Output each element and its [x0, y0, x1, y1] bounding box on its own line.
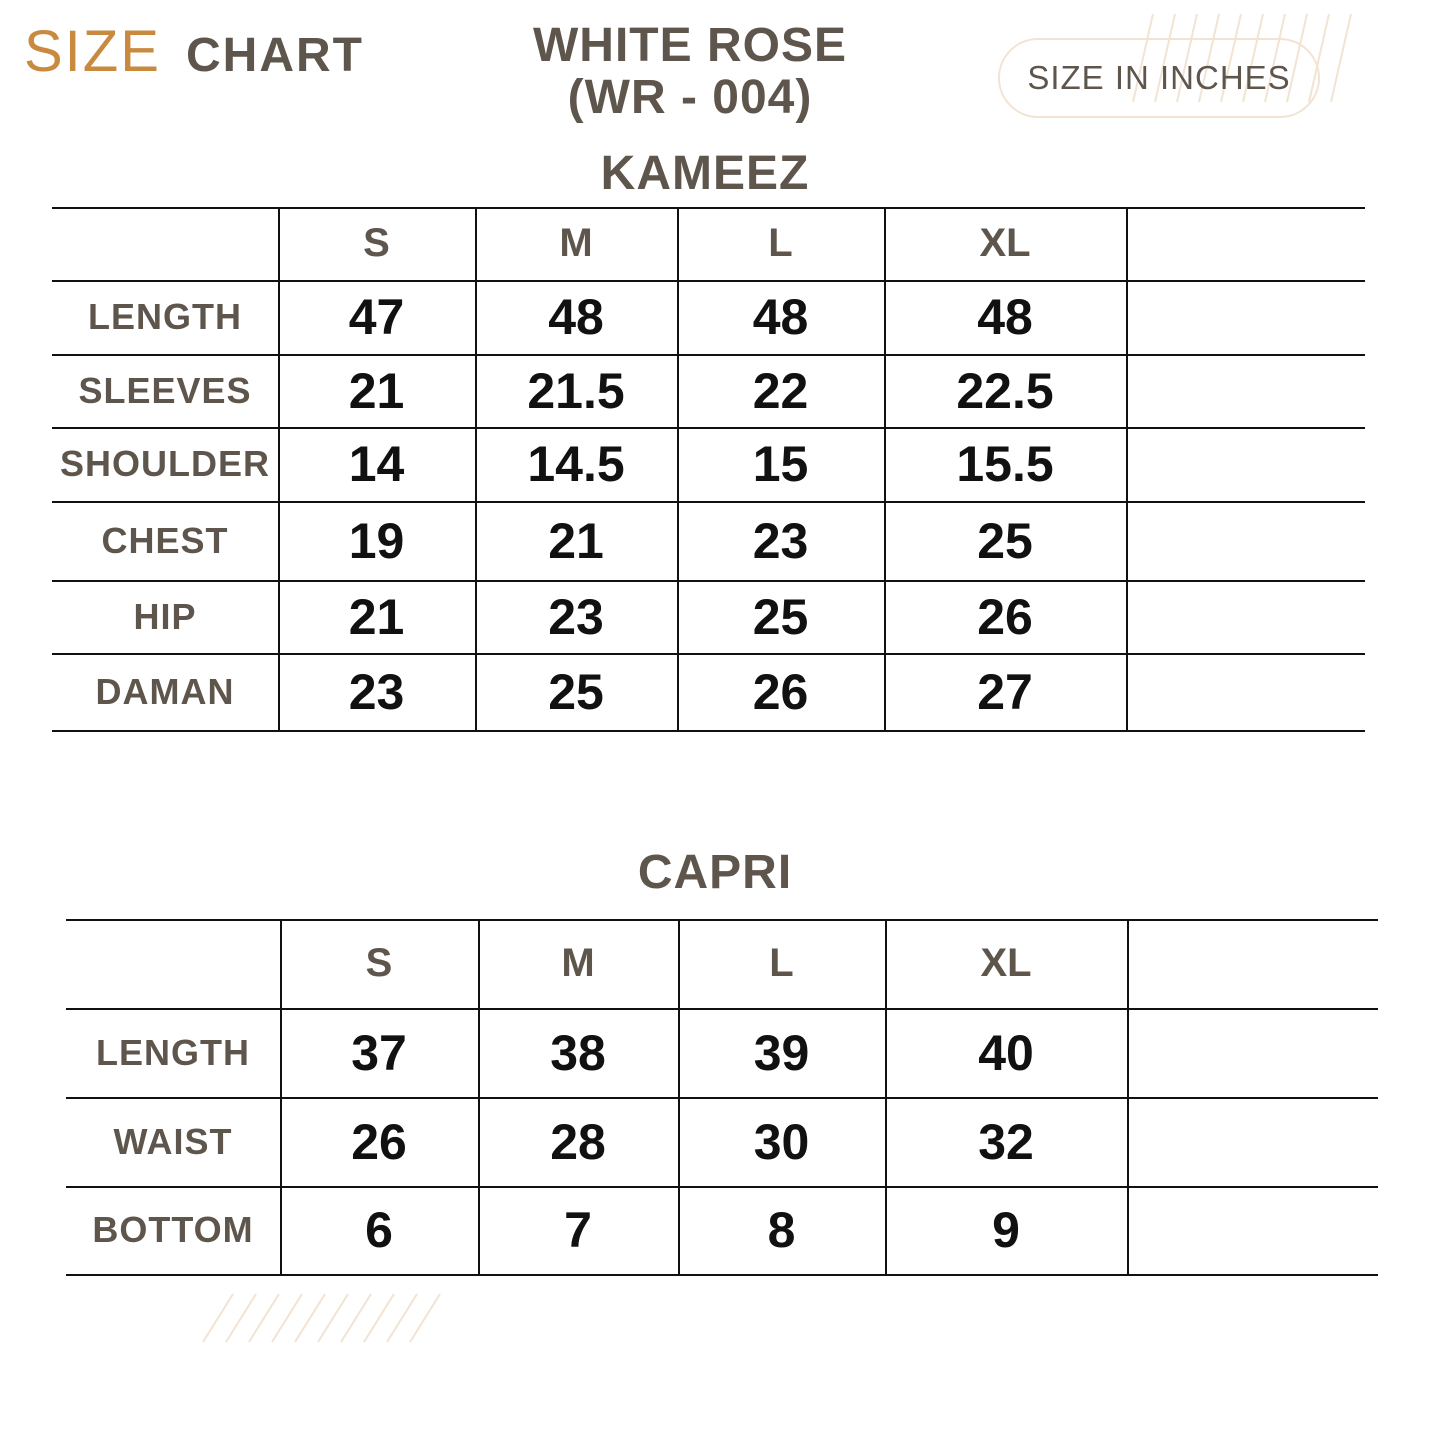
capri-title: CAPRI: [637, 846, 793, 899]
measurement-cell: 14.5: [527, 436, 625, 492]
row-label-bottom: BOTTOM: [92, 1209, 254, 1250]
measurement-cell: 22: [752, 362, 809, 419]
size-header-m: M: [561, 941, 595, 985]
measurement-cell: 25: [977, 512, 1033, 569]
measurement-cell: 30: [753, 1113, 810, 1170]
hatch-stroke: [364, 1294, 394, 1342]
row-label-length: LENGTH: [96, 1031, 250, 1073]
measurement-cell: 19: [348, 512, 405, 569]
size-header-s: S: [363, 221, 390, 265]
measurement-cell: 15: [752, 436, 809, 492]
table-rule: [52, 730, 1365, 732]
measurement-cell: 25: [548, 663, 604, 720]
hatch-stroke: [318, 1294, 348, 1342]
measurement-cell: 7: [564, 1202, 592, 1258]
measurement-cell: 6: [365, 1202, 393, 1258]
measurement-cell: 14: [348, 436, 405, 492]
measurement-cell: 23: [548, 588, 604, 645]
row-label-hip: HIP: [133, 595, 197, 637]
hatch-decoration-bottom: [195, 1292, 445, 1347]
hatch-stroke: [295, 1294, 325, 1342]
row-label-length: LENGTH: [88, 296, 242, 337]
table-divider: [1126, 207, 1128, 730]
row-label-daman: DAMAN: [95, 670, 235, 712]
measurement-cell: 15.5: [956, 436, 1054, 492]
row-label-sleeves: SLEEVES: [78, 369, 252, 411]
measurement-cell: 40: [978, 1024, 1034, 1081]
measurement-cell: 9: [992, 1202, 1020, 1258]
size-heading: SIZE: [24, 19, 161, 84]
product-name: WHITE ROSE: [532, 19, 847, 72]
measurement-cell: 21: [548, 512, 604, 569]
measurement-cell: 8: [767, 1202, 796, 1258]
measurement-cell: 21: [348, 588, 405, 645]
size-header-xl: XL: [980, 941, 1032, 985]
measurement-cell: 23: [752, 512, 809, 569]
measurement-cell: 23: [348, 663, 405, 720]
size-header-s: S: [365, 941, 393, 985]
product-code: (WR - 004): [567, 71, 813, 124]
measurement-cell: 28: [550, 1113, 606, 1170]
measurement-cell: 27: [977, 663, 1033, 720]
size-header-xl: XL: [979, 221, 1031, 265]
measurement-cell: 47: [348, 289, 405, 345]
table-rule: [66, 1274, 1378, 1276]
measurement-cell: 25: [752, 588, 809, 645]
row-label-chest: CHEST: [101, 519, 229, 561]
measurement-cell: 38: [550, 1024, 606, 1081]
measurement-cell: 22.5: [956, 362, 1054, 419]
measurement-cell: 26: [351, 1113, 407, 1170]
measurement-cell: 48: [977, 289, 1033, 345]
hatch-stroke: [226, 1294, 256, 1342]
size-header-l: L: [768, 221, 793, 265]
measurement-cell: 26: [977, 588, 1033, 645]
measurement-cell: 48: [548, 289, 604, 345]
hatch-stroke: [410, 1294, 440, 1342]
hatch-stroke: [341, 1294, 371, 1342]
measurement-cell: 37: [351, 1024, 407, 1081]
hatch-stroke: [1331, 14, 1351, 102]
measurement-cell: 39: [753, 1024, 810, 1081]
row-label-shoulder: SHOULDER: [59, 443, 270, 484]
measurement-cell: 26: [752, 663, 809, 720]
size-header-l: L: [769, 941, 794, 985]
hatch-stroke: [387, 1294, 417, 1342]
hatch-stroke: [249, 1294, 279, 1342]
measurement-cell: 32: [978, 1113, 1034, 1170]
measurement-cell: 21: [348, 362, 405, 419]
row-label-waist: WAIST: [113, 1120, 233, 1162]
size-header-m: M: [559, 221, 593, 265]
chart-heading: CHART: [186, 29, 364, 82]
measurement-cell: 21.5: [527, 362, 625, 419]
hatch-stroke: [203, 1294, 233, 1342]
table-divider: [1127, 919, 1129, 1274]
hatch-stroke: [272, 1294, 302, 1342]
kameez-title: KAMEEZ: [600, 147, 810, 200]
unit-badge: SIZE IN INCHES: [998, 38, 1320, 118]
measurement-cell: 48: [752, 289, 809, 345]
product-title: [450, 20, 930, 124]
